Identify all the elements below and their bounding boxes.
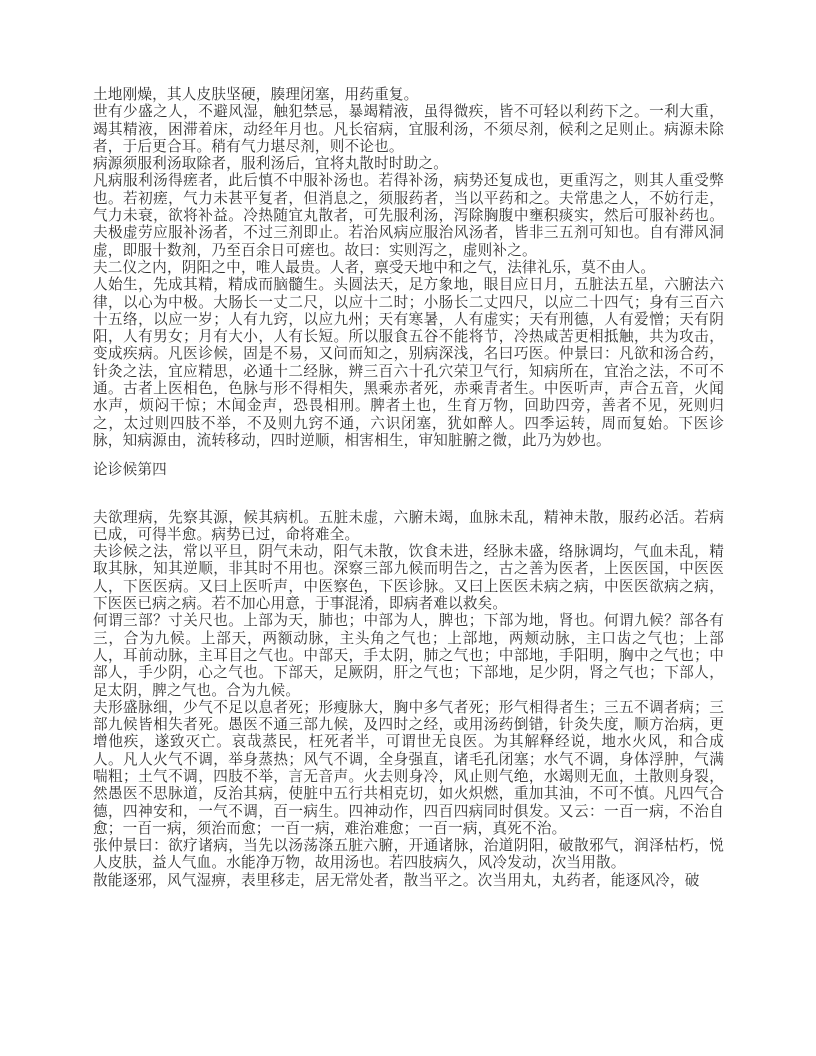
body-paragraph: 人始生，先成其精，精成而脑髓生。头圆法天，足方象地，眼目应日月，五脏法五星，六腑法六律，以心为中极。大肠长一丈二尺，以应十二时；小肠长二丈四尺，以应二十四气；身有三百六十五络，以应一岁；人有九窍，以应九州；天有寒暑，人有虚实；天有刑德，人有爱憎；天有阴阳，人有男女；月有大小，人有长短。所以服食五谷不能将节，冷热咸苦更相抵触，共为攻击，变成疾病。凡医诊候，固是不易，又问而知之，别病深浅，名曰巧医。仲景曰：凡欲和汤合药，针灸之法，宜应精思，必通十二经脉，辨三百六十孔穴荣卫气行，知病所在，宜治之法，不可不通。古者上医相色，色脉与形不得相失，黑乘赤者死，赤乘青者生。中医听声，声合五音，火闻水声，烦闷干惊；木闻金声，恐畏相刑。脾者土也，生育万物，回助四旁，善者不见，死则归之，太过则四肢不举，不及则九窍不通，六识闭塞，犹如醉人。四季运转，周而复始。下医诊脉，知病源由，流转移动，四时逆顺，相害相生，审知脏腑之微，此乃为妙也。 [93, 277, 724, 449]
body-paragraph: 病源须服利汤取除者，服利汤后，宜将丸散时时助之。 [93, 156, 449, 173]
body-paragraph: 凡病服利汤得瘥者，此后慎不中服补汤也。若得补汤，病势还复成也，更重泻之，则其人重受弊也。若初瘥，气力未甚平复者，但消息之，须服药者，当以平药和之。夫常患之人，不妨行走，气力未衰，欲将补益。冷热随宜丸散者，可先服利汤，泻除胸腹中壅积痰实，然后可服补药也。夫极虚劳应服补汤者，不过三剂即止。若治风病应服治风汤者，皆非三五剂可知也。自有滞风洞虚，即服十数剂，乃至百余日可瘥也。故曰：实则泻之，虚则补之。 [93, 173, 724, 259]
body-paragraph: 散能逐邪，风气湿痹，表里移走，居无常处者，散当平之。次当用丸，丸药者，能逐风冷，破 [93, 872, 700, 889]
section-heading: 论诊候第四 [93, 462, 167, 479]
body-paragraph: 夫二仪之内，阴阳之中，唯人最贵。人者，禀受天地中和之气，法律礼乐，莫不由人。 [93, 259, 656, 276]
body-paragraph: 土地刚燥，其人皮肤坚硬，腠理闭塞，用药重复。 [93, 87, 419, 103]
body-paragraph: 张仲景曰：欲疗诸病，当先以汤荡涤五脏六腑，开通诸脉，治道阴阳，破散邪气，润泽枯朽，悦人皮肤，益人气血。水能净万物，故用汤也。若四肢病久，风冷发动，次当用散。 [93, 838, 724, 872]
body-paragraph: 世有少盛之人，不避风湿，触犯禁忌，暴竭精液，虽得微疾，皆不可轻以利药下之。一利大重，竭其精液，困滞着床，动经年月也。凡长宿病，宜服利汤，不须尽剂，候利之足则止。病源未除者，于后更合耳。稍有气力堪尽剂，则不论也。 [93, 104, 724, 155]
body-paragraph: 夫诊候之法，常以平旦，阴气未动，阳气未散，饮食未进，经脉未盛，络脉调均，气血未乱，精取其脉，知其逆顺，非其时不用也。深察三部九候而明告之，古之善为医者，上医医国，中医医人，下医医病。又曰上医听声，中医察色，下医诊脉。又曰上医医未病之病，中医医欲病之病，下医医已病之病。若不加心用意，于事混淆，即病者难以救矣。 [93, 544, 724, 613]
body-paragraph: 夫形盛脉细，少气不足以息者死；形瘦脉大，胸中多气者死；形气相得者生；三五不调者病；三部九候皆相失者死。愚医不通三部九候，及四时之经，或用汤药倒错，针灸失度，顺方治病，更增他疾，遂致灭亡。哀哉蒸民，枉死者半，可谓世无良医。为其解释经说，地水火风，和合成人。凡人火气不调，举身蒸热；风气不调，全身强直，诸毛孔闭塞；水气不调，身体浮肿，气满喘粗；土气不调，四肢不举，言无音声。火去则身冷，风止则气绝，水竭则无血，土散则身裂，然愚医不思脉道，反治其病，使脏中五行共相克切，如火炽燃，重加其油，不可不慎。凡四气合德，四神安和，一气不调，百一病生。四神动作，四百四病同时俱发。又云：一百一病，不治自愈；一百一病，须治而愈；一百一病，难治难愈；一百一病，真死不治。 [93, 699, 724, 837]
body-paragraph: 夫欲理病，先察其源，候其病机。五脏未虚，六腑未竭，血脉未乱，精神未散，服药必活。若病已成，可得半愈。病势已过，命将难全。 [93, 509, 724, 543]
document-text-column [93, 87, 724, 890]
body-paragraph: 何谓三部？寸关尺也。上部为天，肺也；中部为人，脾也；下部为地，肾也。何谓九候？部各有三，合为九候。上部天，两额动脉，主头角之气也；上部地，两颊动脉，主口齿之气也；上部人，耳前动脉，主耳目之气也。中部天，手太阴，肺之气也；中部地，手阳明，胸中之气也；中部人，手少阴，心之气也。下部天，足厥阴，肝之气也；下部地，足少阴，肾之气也；下部人，足太阴，脾之气也。合为九候。 [93, 613, 724, 699]
